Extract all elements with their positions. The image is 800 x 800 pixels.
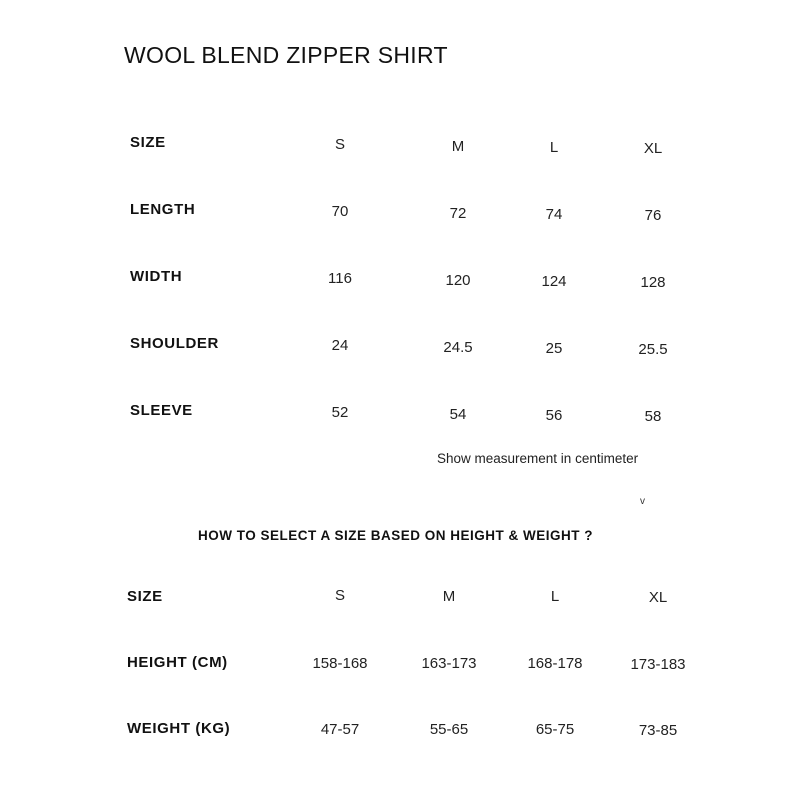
chevron-down-icon[interactable]: v [640, 496, 645, 507]
row-label-shoulder: SHOULDER [130, 335, 219, 352]
width-l: 124 [541, 273, 567, 290]
shoulder-xl: 25.5 [638, 341, 668, 358]
guide-size-header-label: SIZE [127, 588, 163, 605]
sleeve-xl: 58 [644, 408, 662, 425]
shoulder-l: 25 [545, 340, 563, 357]
guide-size-l: L [550, 588, 560, 605]
weight-xl: 73-85 [638, 722, 678, 739]
row-label-length: LENGTH [130, 201, 196, 218]
width-xl: 128 [640, 274, 666, 291]
width-s: 116 [328, 270, 352, 287]
weight-s: 47-57 [320, 721, 360, 738]
height-s: 158-168 [312, 655, 368, 672]
size-header-l: L [549, 139, 559, 156]
sleeve-s: 52 [331, 404, 349, 421]
sleeve-l: 56 [545, 407, 563, 424]
length-s: 70 [331, 203, 349, 220]
height-m: 163-173 [421, 655, 477, 672]
guide-size-m: M [442, 588, 456, 605]
length-m: 72 [449, 205, 467, 222]
weight-m: 55-65 [429, 721, 469, 738]
shoulder-s: 24 [331, 337, 349, 354]
length-xl: 76 [644, 207, 662, 224]
unit-note: Show measurement in centimeter [437, 451, 639, 466]
size-header-xl: XL [643, 140, 663, 157]
size-header-label: SIZE [130, 134, 166, 151]
guide-size-s: S [334, 587, 346, 604]
sleeve-m: 54 [449, 406, 467, 423]
page-title: WOOL BLEND ZIPPER SHIRT [124, 42, 448, 68]
size-header-s: S [334, 136, 346, 153]
height-xl: 173-183 [630, 656, 686, 673]
row-label-sleeve: SLEEVE [130, 402, 193, 419]
length-l: 74 [545, 206, 563, 223]
guide-size-xl: XL [648, 589, 668, 606]
shoulder-m: 24.5 [443, 339, 473, 356]
weight-l: 65-75 [535, 721, 575, 738]
size-guide-heading: HOW TO SELECT A SIZE BASED ON HEIGHT & WEIGHT ? [198, 528, 594, 543]
row-label-width: WIDTH [130, 268, 183, 285]
row-label-weight: WEIGHT (KG) [127, 720, 231, 737]
row-label-height: HEIGHT (CM) [127, 654, 228, 671]
height-l: 168-178 [527, 655, 583, 672]
width-m: 120 [445, 272, 471, 289]
size-header-m: M [451, 138, 465, 155]
